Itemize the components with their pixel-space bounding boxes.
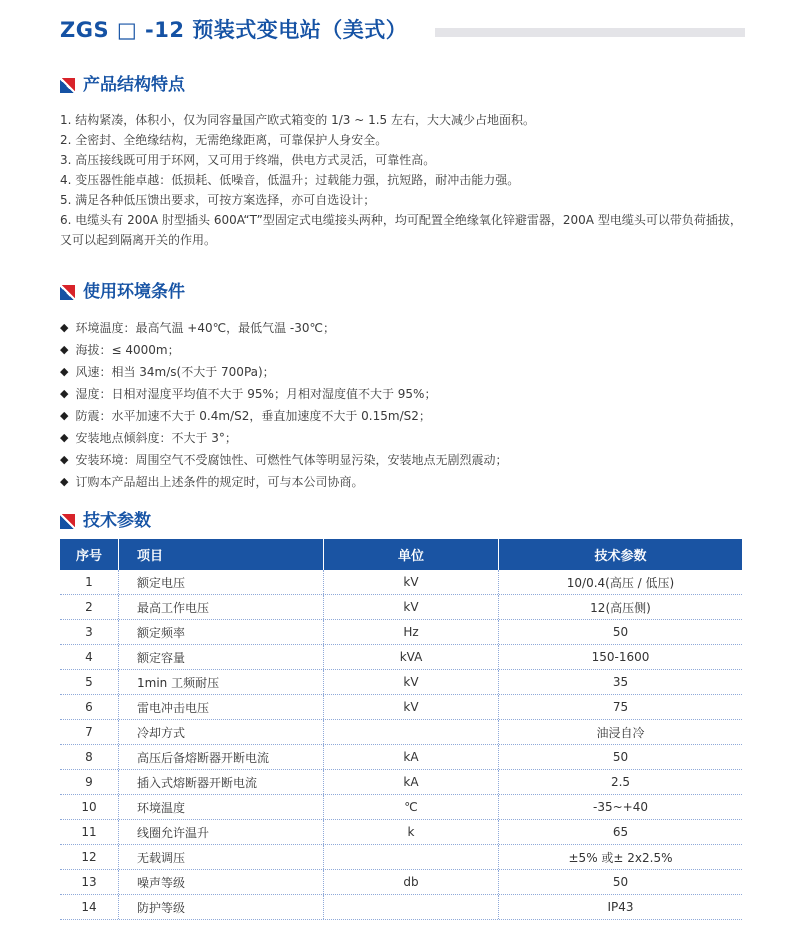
table-cell: 65: [498, 820, 742, 844]
table-cell: 冷却方式: [118, 720, 323, 744]
spec-table-body: [60, 570, 742, 920]
specs-heading-label: 技术参数: [83, 511, 151, 531]
table-cell: 1: [85, 575, 93, 589]
table-cell: 50: [498, 620, 742, 644]
table-cell: 9: [85, 775, 93, 789]
environment-heading: [60, 280, 745, 304]
table-cell: 4: [85, 650, 93, 664]
table-cell: 8: [85, 750, 93, 764]
table-row: [60, 645, 742, 670]
table-cell: 额定电压: [118, 570, 323, 594]
diamond-bullet-icon: ◆: [60, 365, 69, 378]
table-cell: ±5% 或± 2x2.5%: [498, 845, 742, 869]
diamond-bullet-icon: ◆: [60, 387, 69, 400]
table-row: [60, 720, 742, 745]
table-row: [60, 745, 742, 770]
features-heading: [60, 73, 745, 97]
feature-item: 3. 高压接线既可用于环网，又可用于终端，供电方式灵活，可靠性高。: [60, 153, 436, 167]
environment-item: [60, 317, 745, 339]
table-cell: 无载调压: [118, 845, 323, 869]
table-cell: 11: [81, 825, 97, 839]
table-row: [60, 845, 742, 870]
section-marker-icon: [60, 78, 75, 93]
table-cell: kV: [323, 670, 498, 694]
table-row: [60, 695, 742, 720]
table-cell: 2: [85, 600, 93, 614]
table-cell: 额定容量: [118, 645, 323, 669]
environment-item: [60, 427, 745, 449]
table-cell: 10/0.4(高压 / 低压): [498, 570, 742, 594]
environment-item: [60, 405, 745, 427]
table-cell: 油浸自冷: [498, 720, 742, 744]
table-cell: kV: [323, 595, 498, 619]
diamond-bullet-icon: ◆: [60, 475, 69, 488]
spec-table-header-cell: 序号: [75, 549, 102, 564]
table-cell: 5: [85, 675, 93, 689]
table-row: [60, 570, 742, 595]
environment-item: [60, 339, 745, 361]
table-cell: 50: [498, 870, 742, 894]
spec-table-header-row: [60, 539, 742, 570]
spec-table-header-cell: 项目: [118, 539, 323, 570]
table-cell: 雷电冲击电压: [118, 695, 323, 719]
table-cell: 75: [498, 695, 742, 719]
table-cell: [323, 895, 498, 919]
table-cell: 13: [81, 875, 97, 889]
table-cell: 2.5: [498, 770, 742, 794]
table-row: [60, 895, 742, 920]
table-cell: 3: [85, 625, 93, 639]
environment-item-text: 海拔：≤ 4000m；: [75, 343, 180, 357]
table-cell: 最高工作电压: [118, 595, 323, 619]
table-cell: 噪声等级: [118, 870, 323, 894]
page-title: ZGS □ -12 预装式变电站（美式）: [60, 18, 408, 42]
diamond-bullet-icon: ◆: [60, 321, 69, 334]
table-cell: -35~+40: [498, 795, 742, 819]
feature-item: 1. 结构紧凑，体积小，仅为同容量国产欧式箱变的 1/3 ~ 1.5 左右，大大减少占地面积。: [60, 113, 535, 127]
table-cell: 35: [498, 670, 742, 694]
environment-item: [60, 361, 745, 383]
table-cell: 150-1600: [498, 645, 742, 669]
environment-item-text: 风速：相当 34m/s(不大于 700Pa)；: [75, 365, 275, 379]
table-cell: 6: [85, 700, 93, 714]
table-row: [60, 595, 742, 620]
feature-item: 4. 变压器性能卓越：低损耗、低噪音，低温升；过载能力强，抗短路，耐冲击能力强。: [60, 173, 520, 187]
table-row: [60, 820, 742, 845]
diamond-bullet-icon: ◆: [60, 409, 69, 422]
environment-item-text: 安装环境：周围空气不受腐蚀性、可燃性气体等明显污染，安装地点无剧烈震动；: [75, 453, 508, 467]
table-cell: kA: [323, 770, 498, 794]
section-environment: [60, 280, 745, 493]
table-cell: 插入式熔断器开断电流: [118, 770, 323, 794]
table-cell: db: [323, 870, 498, 894]
table-cell: 12: [81, 850, 97, 864]
section-marker-icon: [60, 285, 75, 300]
table-cell: 1min 工频耐压: [118, 670, 323, 694]
environment-item-text: 湿度：日相对湿度平均值不大于 95%；月相对湿度值不大于 95%；: [75, 387, 437, 401]
section-features: [60, 73, 745, 250]
diamond-bullet-icon: ◆: [60, 431, 69, 444]
table-cell: 12(高压侧): [498, 595, 742, 619]
table-cell: 14: [81, 900, 97, 914]
environment-item: [60, 383, 745, 405]
environment-item-text: 环境温度：最高气温 +40℃，最低气温 -30℃；: [75, 321, 335, 335]
spec-table-header-cell: 技术参数: [498, 539, 742, 570]
feature-item: 6. 电缆头有 200A 肘型插头 600A“T”型固定式电缆接头两种，均可配置全绝缘氧化锌避雷器，200A 型电缆头可以带负荷插拔，又可以起到隔离开关的作用。: [60, 213, 742, 247]
table-cell: [323, 845, 498, 869]
section-specs: [60, 509, 745, 920]
section-marker-icon: [60, 514, 75, 529]
table-cell: 高压后备熔断器开断电流: [118, 745, 323, 769]
table-cell: kA: [323, 745, 498, 769]
features-heading-label: 产品结构特点: [83, 75, 185, 95]
table-row: [60, 870, 742, 895]
table-cell: 额定频率: [118, 620, 323, 644]
table-cell: Hz: [323, 620, 498, 644]
environment-item-text: 安装地点倾斜度：不大于 3°；: [75, 431, 237, 445]
diamond-bullet-icon: ◆: [60, 343, 69, 356]
table-row: [60, 770, 742, 795]
environment-item-text: 防震：水平加速不大于 0.4m/S2，垂直加速度不大于 0.15m/S2；: [75, 409, 431, 423]
environment-item: [60, 449, 745, 471]
diamond-bullet-icon: ◆: [60, 453, 69, 466]
table-cell: IP43: [498, 895, 742, 919]
table-cell: kV: [323, 570, 498, 594]
title-row: [60, 0, 745, 45]
table-cell: 防护等级: [118, 895, 323, 919]
table-cell: [323, 720, 498, 744]
table-cell: 7: [85, 725, 93, 739]
spec-table-header-cell: 单位: [323, 539, 498, 570]
table-row: [60, 795, 742, 820]
table-row: [60, 620, 742, 645]
table-cell: ℃: [323, 795, 498, 819]
table-cell: kV: [323, 695, 498, 719]
table-cell: kVA: [323, 645, 498, 669]
specs-heading: [60, 509, 745, 533]
spec-table: [60, 539, 742, 920]
table-row: [60, 670, 742, 695]
feature-item: 2. 全密封、全绝缘结构，无需绝缘距离，可靠保护人身安全。: [60, 133, 388, 147]
feature-list: [60, 110, 745, 250]
environment-list: [60, 317, 745, 493]
environment-heading-label: 使用环境条件: [83, 282, 185, 302]
environment-item: [60, 471, 745, 493]
feature-item: 5. 满足各种低压馈出要求，可按方案选择，亦可自选设计；: [60, 193, 376, 207]
table-cell: 环境温度: [118, 795, 323, 819]
table-cell: 10: [81, 800, 97, 814]
table-cell: k: [323, 820, 498, 844]
table-cell: 线圈允许温升: [118, 820, 323, 844]
table-cell: 50: [498, 745, 742, 769]
environment-item-text: 订购本产品超出上述条件的规定时，可与本公司协商。: [75, 475, 364, 489]
title-decorative-bar: [435, 28, 745, 37]
